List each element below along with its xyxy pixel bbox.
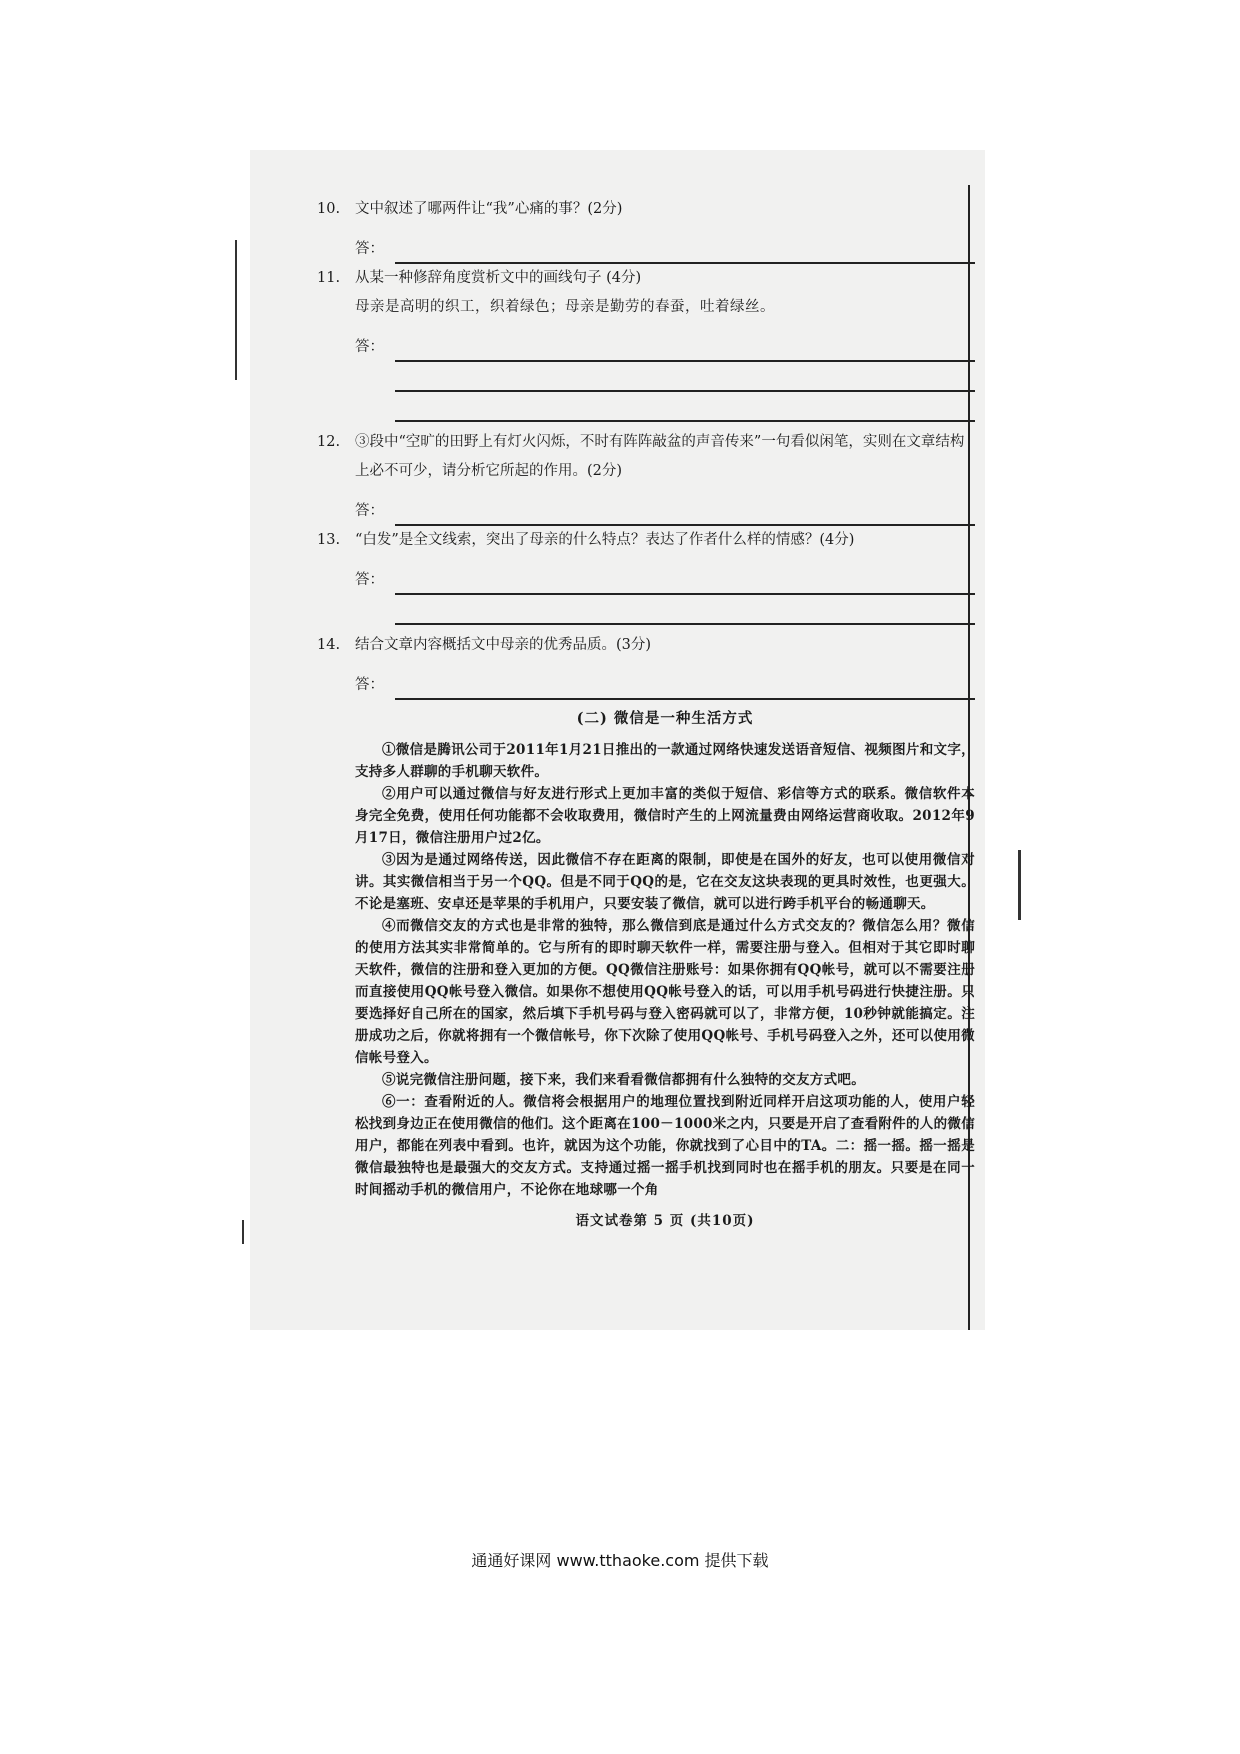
question-11: 11. 从某一种修辞角度赏析文中的画线句子 (4分) <box>317 270 642 286</box>
question-12: 12. ③段中“空旷的田野上有灯火闪烁，不时有阵阵敲盆的声音传来”一句看似闲笔，实则在文章结构上必不可少，请分析它所起的作用。(2分) <box>317 434 965 479</box>
left-margin-mark <box>242 1220 244 1244</box>
paragraph: ④而微信交友的方式也是非常的独特，那么微信到底是通过什么方式交友的？微信怎么用？微信的使用方法其实非常简单的。它与所有的即时聊天软件一样，需要注册与登入。但相对于其它即时聊天软件，微信的注册和登入更加的方便。QQ微信注册账号：如果你拥有QQ帐号，就可以不需要注册而直接使用QQ帐号登入微信。如果你不想使用QQ帐号登入的话，可以用手机号码进行快捷注册。只要选择好自己所在的国家，然后填下手机号码与登入密码就可以了，非常方便，10秒钟就能搞定。注册成功之后，你就将拥有一个微信帐号，你下次除了使用QQ帐号、手机号码登入之外，还可以使用微信帐号登入。 <box>355 918 975 1066</box>
paragraph: ③因为是通过网络传送，因此微信不存在距离的限制，即使是在国外的好友，也可以使用微信对讲。其实微信相当于另一个QQ。但是不同于QQ的是，它在交友这块表现的更具时效性，也更强大。不论是塞班、安卓还是苹果的手机用户，只要安装了微信，就可以进行跨手机平台的畅通聊天。 <box>355 852 975 912</box>
question-13: 13. “白发”是全文线索，突出了母亲的什么特点？表达了作者什么样的情感？(4分) <box>317 532 855 548</box>
answer-line[interactable] <box>395 510 975 526</box>
left-margin-mark <box>235 240 237 380</box>
answer-line[interactable] <box>395 392 975 422</box>
answer-11[interactable]: 答： <box>355 334 975 362</box>
paragraph: ⑥一：查看附近的人。微信将会根据用户的地理位置找到附近同样开启这项功能的人，使用户轻松找到身边正在使用微信的他们。这个距离在100－1000米之内，只要是开启了查看附件的人的微信用户，都能在列表中看到。也许，就因为这个功能，你就找到了心目中的TA。二：摇一摇。摇一摇是微信最独特也是最强大的交友方式。支持通过摇一摇手机找到同时也在摇手机的朋友。只要是在同一时间摇动手机的微信用户，不论你在地球哪一个角 <box>355 1094 975 1198</box>
quoted-sentence: 母亲是高明的织工，织着绿色；母亲是勤劳的春蚕，吐着绿丝。 <box>355 299 775 315</box>
right-margin-mark <box>1018 850 1021 920</box>
page-number: 语文试卷第 5 页 (共10页) <box>575 1213 755 1229</box>
paragraph: ①微信是腾讯公司于2011年1月21日推出的一款通过网络快速发送语音短信、视频图片和文字，支持多人群聊的手机聊天软件。 <box>355 742 975 780</box>
section-title: (二) 微信是一种生活方式 <box>576 710 754 727</box>
answer-10[interactable]: 答： <box>355 236 975 264</box>
answer-line[interactable] <box>395 362 975 392</box>
question-10: 10. 文中叙述了哪两件让“我”心痛的事？(2分) <box>317 201 623 217</box>
paragraph: ②用户可以通过微信与好友进行形式上更加丰富的类似于短信、彩信等方式的联系。微信软件本身完全免费，使用任何功能都不会收取费用，微信时产生的上网流量费由网络运营商收取。2012年9月17日，微信注册用户过2亿。 <box>355 786 975 846</box>
exam-content <box>317 195 975 1236</box>
answer-line[interactable] <box>395 595 975 625</box>
answer-line[interactable] <box>395 248 975 264</box>
answer-14[interactable]: 答： <box>355 672 975 700</box>
answer-12[interactable]: 答： <box>355 498 975 526</box>
answer-13[interactable]: 答： <box>355 567 975 595</box>
paragraph: ⑤说完微信注册问题，接下来，我们来看看微信都拥有什么独特的交友方式吧。 <box>382 1072 865 1088</box>
answer-line[interactable] <box>395 346 975 362</box>
question-14: 14. 结合文章内容概括文中母亲的优秀品质。(3分) <box>317 637 652 653</box>
answer-line[interactable] <box>395 684 975 700</box>
site-footer: 通通好课网 www.tthaoke.com 提供下载 <box>471 1551 769 1570</box>
answer-line[interactable] <box>395 579 975 595</box>
